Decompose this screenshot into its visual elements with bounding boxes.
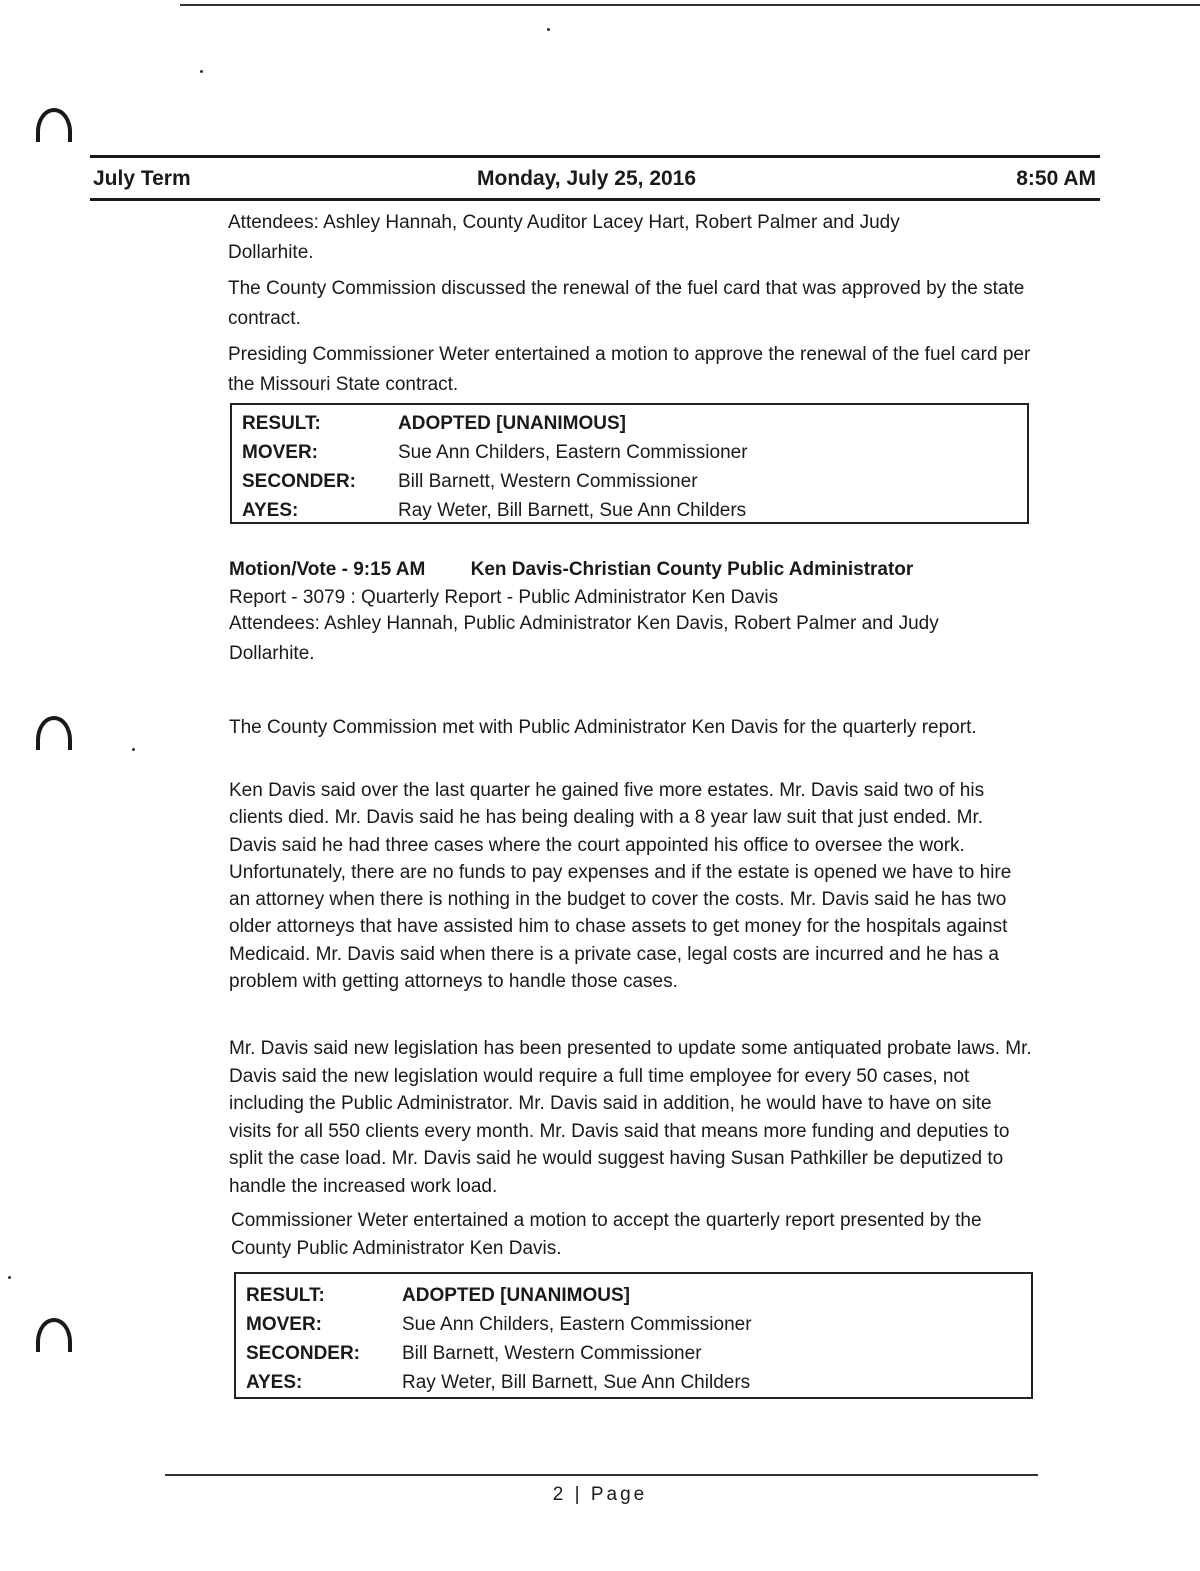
section1-motion: Presiding Commissioner Weter entertained a motion to approve the renewal of the fuel card per the Missouri State contract. <box>228 344 1031 395</box>
seconder-label: SECONDER: <box>242 471 357 492</box>
term-label: July Term <box>93 167 191 190</box>
ayes-row <box>232 496 1027 525</box>
seconder-label: SECONDER: <box>246 1343 361 1364</box>
scan-speck <box>132 748 135 751</box>
result-label: RESULT: <box>246 1285 325 1306</box>
section2-result-table <box>234 1272 1033 1399</box>
mover-value: Sue Ann Childers, Eastern Commissioner <box>402 1314 752 1335</box>
mover-row <box>236 1310 1031 1339</box>
seconder-value: Bill Barnett, Western Commissioner <box>402 1343 702 1364</box>
section1-discussion: The County Commission discussed the renewal of the fuel card that was approved by the state contract. <box>228 278 1025 329</box>
ayes-label: AYES: <box>242 500 299 521</box>
punch-hole-icon <box>36 1318 72 1352</box>
motion-title: Ken Davis-Christian County Public Administrator <box>470 559 914 580</box>
section1-attendees: Attendees: Ashley Hannah, County Auditor Lacey Hart, Robert Palmer and Judy Dollarhite. <box>228 212 900 263</box>
section2-attendees: Attendees: Ashley Hannah, Public Administrator Ken Davis, Robert Palmer and Judy Dollarhite. <box>229 613 939 664</box>
motion-type: Motion/Vote - <box>229 559 348 580</box>
seconder-row <box>236 1339 1031 1368</box>
page-number: 2 | Page <box>552 1484 648 1505</box>
section1-result-table <box>230 403 1029 524</box>
section2-intro: The County Commission met with Public Administrator Ken Davis for the quarterly report. <box>229 717 977 738</box>
scan-speck <box>547 28 550 31</box>
motion-heading <box>229 555 913 585</box>
result-value: ADOPTED [UNANIMOUS] <box>398 413 626 434</box>
top-border-line <box>180 4 1200 6</box>
punch-hole-icon <box>36 716 72 750</box>
section2-motion: Commissioner Weter entertained a motion to accept the quarterly report presented by the County Public Administrator Ken Davis. <box>231 1210 982 1259</box>
punch-hole-icon <box>36 108 72 142</box>
ayes-value: Ray Weter, Bill Barnett, Sue Ann Childers <box>398 500 747 521</box>
ayes-label: AYES: <box>246 1372 303 1393</box>
seconder-value: Bill Barnett, Western Commissioner <box>398 471 698 492</box>
result-value: ADOPTED [UNANIMOUS] <box>402 1285 630 1306</box>
section2-paragraph1: Ken Davis said over the last quarter he gained five more estates. Mr. Davis said two of his clients died. Mr. Davis said he has being dealing with a 8 year law suit that just ended. Mr. Davis said he had three cases where the court appointed his office to oversee the work. Unfortunately, there are no funds to pay expenses and if the estate is opened we have to hire an attorney when there is nothing in the budget to cover the costs. Mr. Davis said he has two older attorneys that have assisted him to chase assets to get money for the hospitals against Medicaid. Mr. Davis said when there is a private case, legal costs are incurred and he has a problem with getting attorneys to handle those cases. <box>229 780 1012 993</box>
result-row <box>236 1281 1031 1310</box>
meeting-time: 8:50 AM <box>1016 167 1096 190</box>
result-row <box>232 409 1027 438</box>
report-line: Report - 3079 : Quarterly Report - Public Administrator Ken Davis <box>229 587 779 608</box>
scan-speck <box>8 1276 11 1279</box>
scan-speck <box>200 70 203 73</box>
mover-label: MOVER: <box>246 1314 322 1335</box>
section2-paragraph2: Mr. Davis said new legislation has been presented to update some antiquated probate laws. Mr. Davis said the new legislation would require a full time employee for every 50 cases, not including the Public Administrator. Mr. Davis said in addition, he would have to have on site visits for all 550 clients every month. Mr. Davis said that means more funding and deputies to split the case load. Mr. Davis said he would suggest having Susan Pathkiller be deputized to handle the increased work load. <box>229 1038 1032 1197</box>
ayes-row <box>236 1368 1031 1397</box>
ayes-value: Ray Weter, Bill Barnett, Sue Ann Childers <box>402 1372 751 1393</box>
mover-label: MOVER: <box>242 442 318 463</box>
seconder-row <box>232 467 1027 496</box>
mover-row <box>232 438 1027 467</box>
meeting-date: Monday, July 25, 2016 <box>477 167 697 190</box>
result-label: RESULT: <box>242 413 321 434</box>
mover-value: Sue Ann Childers, Eastern Commissioner <box>398 442 748 463</box>
page-header <box>90 155 1100 201</box>
motion-time: 9:15 AM <box>353 559 426 580</box>
footer-divider <box>165 1474 1038 1476</box>
